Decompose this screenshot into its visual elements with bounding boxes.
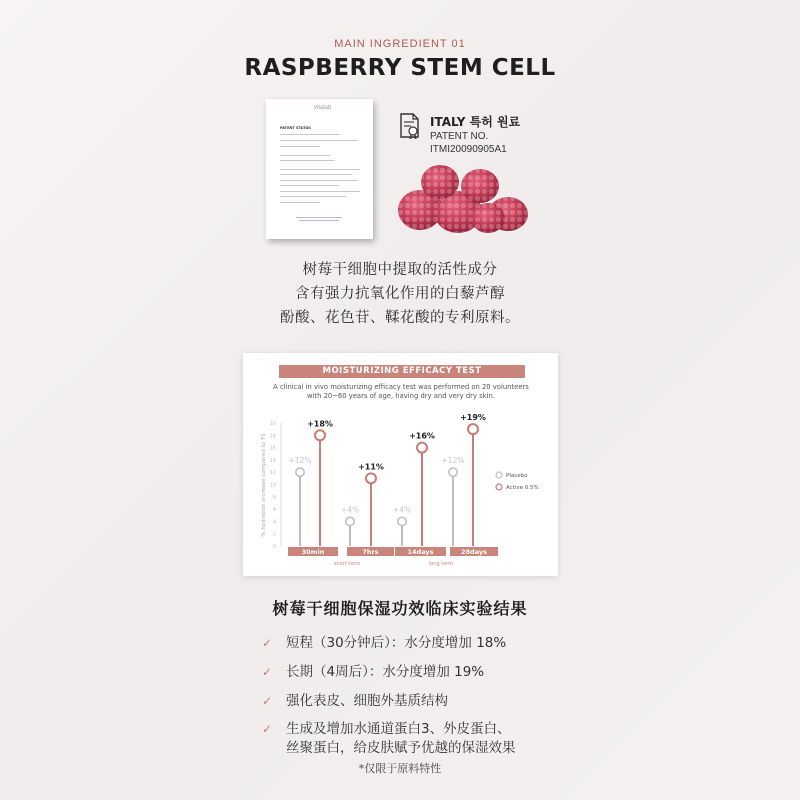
legend-label: Placebo: [506, 473, 528, 479]
data-label: +4%: [392, 505, 412, 515]
result-item: ✓ 生成及增加水通道蛋白3、外皮蛋白、: [262, 721, 511, 737]
results-title: 树莓干细胞保湿功效临床实验结果: [272, 599, 528, 618]
active-point: [417, 443, 427, 453]
result-item: ✓ 短程（30分钟后）：水分度增加 18%: [262, 635, 507, 651]
data-label: +19%: [460, 413, 486, 423]
legend-marker: [496, 484, 502, 490]
y-tick-label: 14: [269, 457, 276, 464]
patent-number: ITMI20090905A1: [430, 144, 507, 155]
y-tick-label: 4: [272, 519, 276, 526]
data-label: +12%: [288, 456, 312, 466]
placebo-point: [346, 517, 354, 525]
check-icon: ✓: [262, 694, 273, 708]
raspberries-image: [390, 160, 540, 236]
patent-document: [266, 99, 373, 239]
placebo-point: [449, 468, 457, 476]
y-axis-label: % hydration increase compared to T0: [261, 433, 267, 537]
certificate-icon: [399, 113, 421, 139]
legend-label: Active 0.5%: [506, 485, 539, 491]
data-label: +18%: [307, 419, 333, 429]
category-label: 14days: [407, 548, 434, 556]
placebo-point: [296, 468, 304, 476]
active-point: [468, 424, 478, 434]
y-tick-label: 12: [269, 470, 276, 477]
active-point: [366, 473, 376, 483]
y-tick-label: 0: [272, 544, 276, 550]
efficacy-test-card: [243, 353, 558, 576]
group-label: short term: [333, 561, 361, 567]
category-label: 30min: [301, 548, 325, 556]
y-tick-label: 16: [269, 445, 276, 452]
active-point: [315, 430, 325, 440]
description-line-3: 酚酸、花色苷、鞣花酸的专利原料。: [280, 310, 520, 326]
data-label: +11%: [358, 462, 384, 472]
y-tick-label: 8: [272, 494, 276, 501]
data-label: +16%: [409, 431, 435, 441]
footnote: *仅限于原料特性: [358, 762, 442, 775]
section-eyebrow: MAIN INGREDIENT 01: [334, 38, 466, 50]
y-tick-label: 10: [269, 482, 276, 489]
data-label: +4%: [340, 505, 360, 515]
y-tick-label: 20: [269, 421, 276, 427]
description-line-2: 含有强力抗氧化作用的白藜芦醇: [295, 286, 505, 302]
result-item: ✓ 强化表皮、细胞外基质结构: [262, 693, 448, 709]
page-title: RASPBERRY STEM CELL: [244, 55, 556, 81]
check-icon: ✓: [262, 722, 273, 736]
hydration-chart: [243, 353, 558, 576]
check-icon: ✓: [262, 636, 273, 650]
placebo-point: [398, 517, 406, 525]
result-item-continuation: 丝聚蛋白，给皮肤赋予优越的保湿效果: [286, 740, 516, 756]
doc-heading: PATENT STATUS: [280, 126, 311, 130]
category-label: 7hrs: [362, 548, 379, 556]
y-tick-label: 6: [272, 507, 276, 514]
test-banner: MOISTURIZING EFFICACY TEST: [279, 365, 525, 378]
data-label: +12%: [441, 456, 465, 466]
check-icon: ✓: [262, 665, 273, 679]
category-label: 28days: [461, 548, 487, 556]
vitalab-logo: vitalab: [314, 105, 332, 111]
description-line-1: 树莓干细胞中提取的活性成分: [302, 262, 498, 278]
test-description-1: A clinical in vivo moisturizing efficacy test was performed on 20 volunteers: [273, 383, 529, 391]
test-description-2: with 20~60 years of age, having dry and very dry skin.: [306, 392, 495, 400]
y-tick-label: 18: [269, 433, 276, 440]
patent-origin: ITALY 특허 원료: [430, 115, 521, 129]
legend-marker: [496, 472, 502, 478]
y-tick-label: 2: [272, 531, 276, 538]
result-item: ✓ 长期（4周后）：水分度增加 19%: [262, 664, 485, 680]
group-label: long term: [428, 561, 454, 567]
patent-no-label: PATENT NO.: [430, 131, 489, 142]
